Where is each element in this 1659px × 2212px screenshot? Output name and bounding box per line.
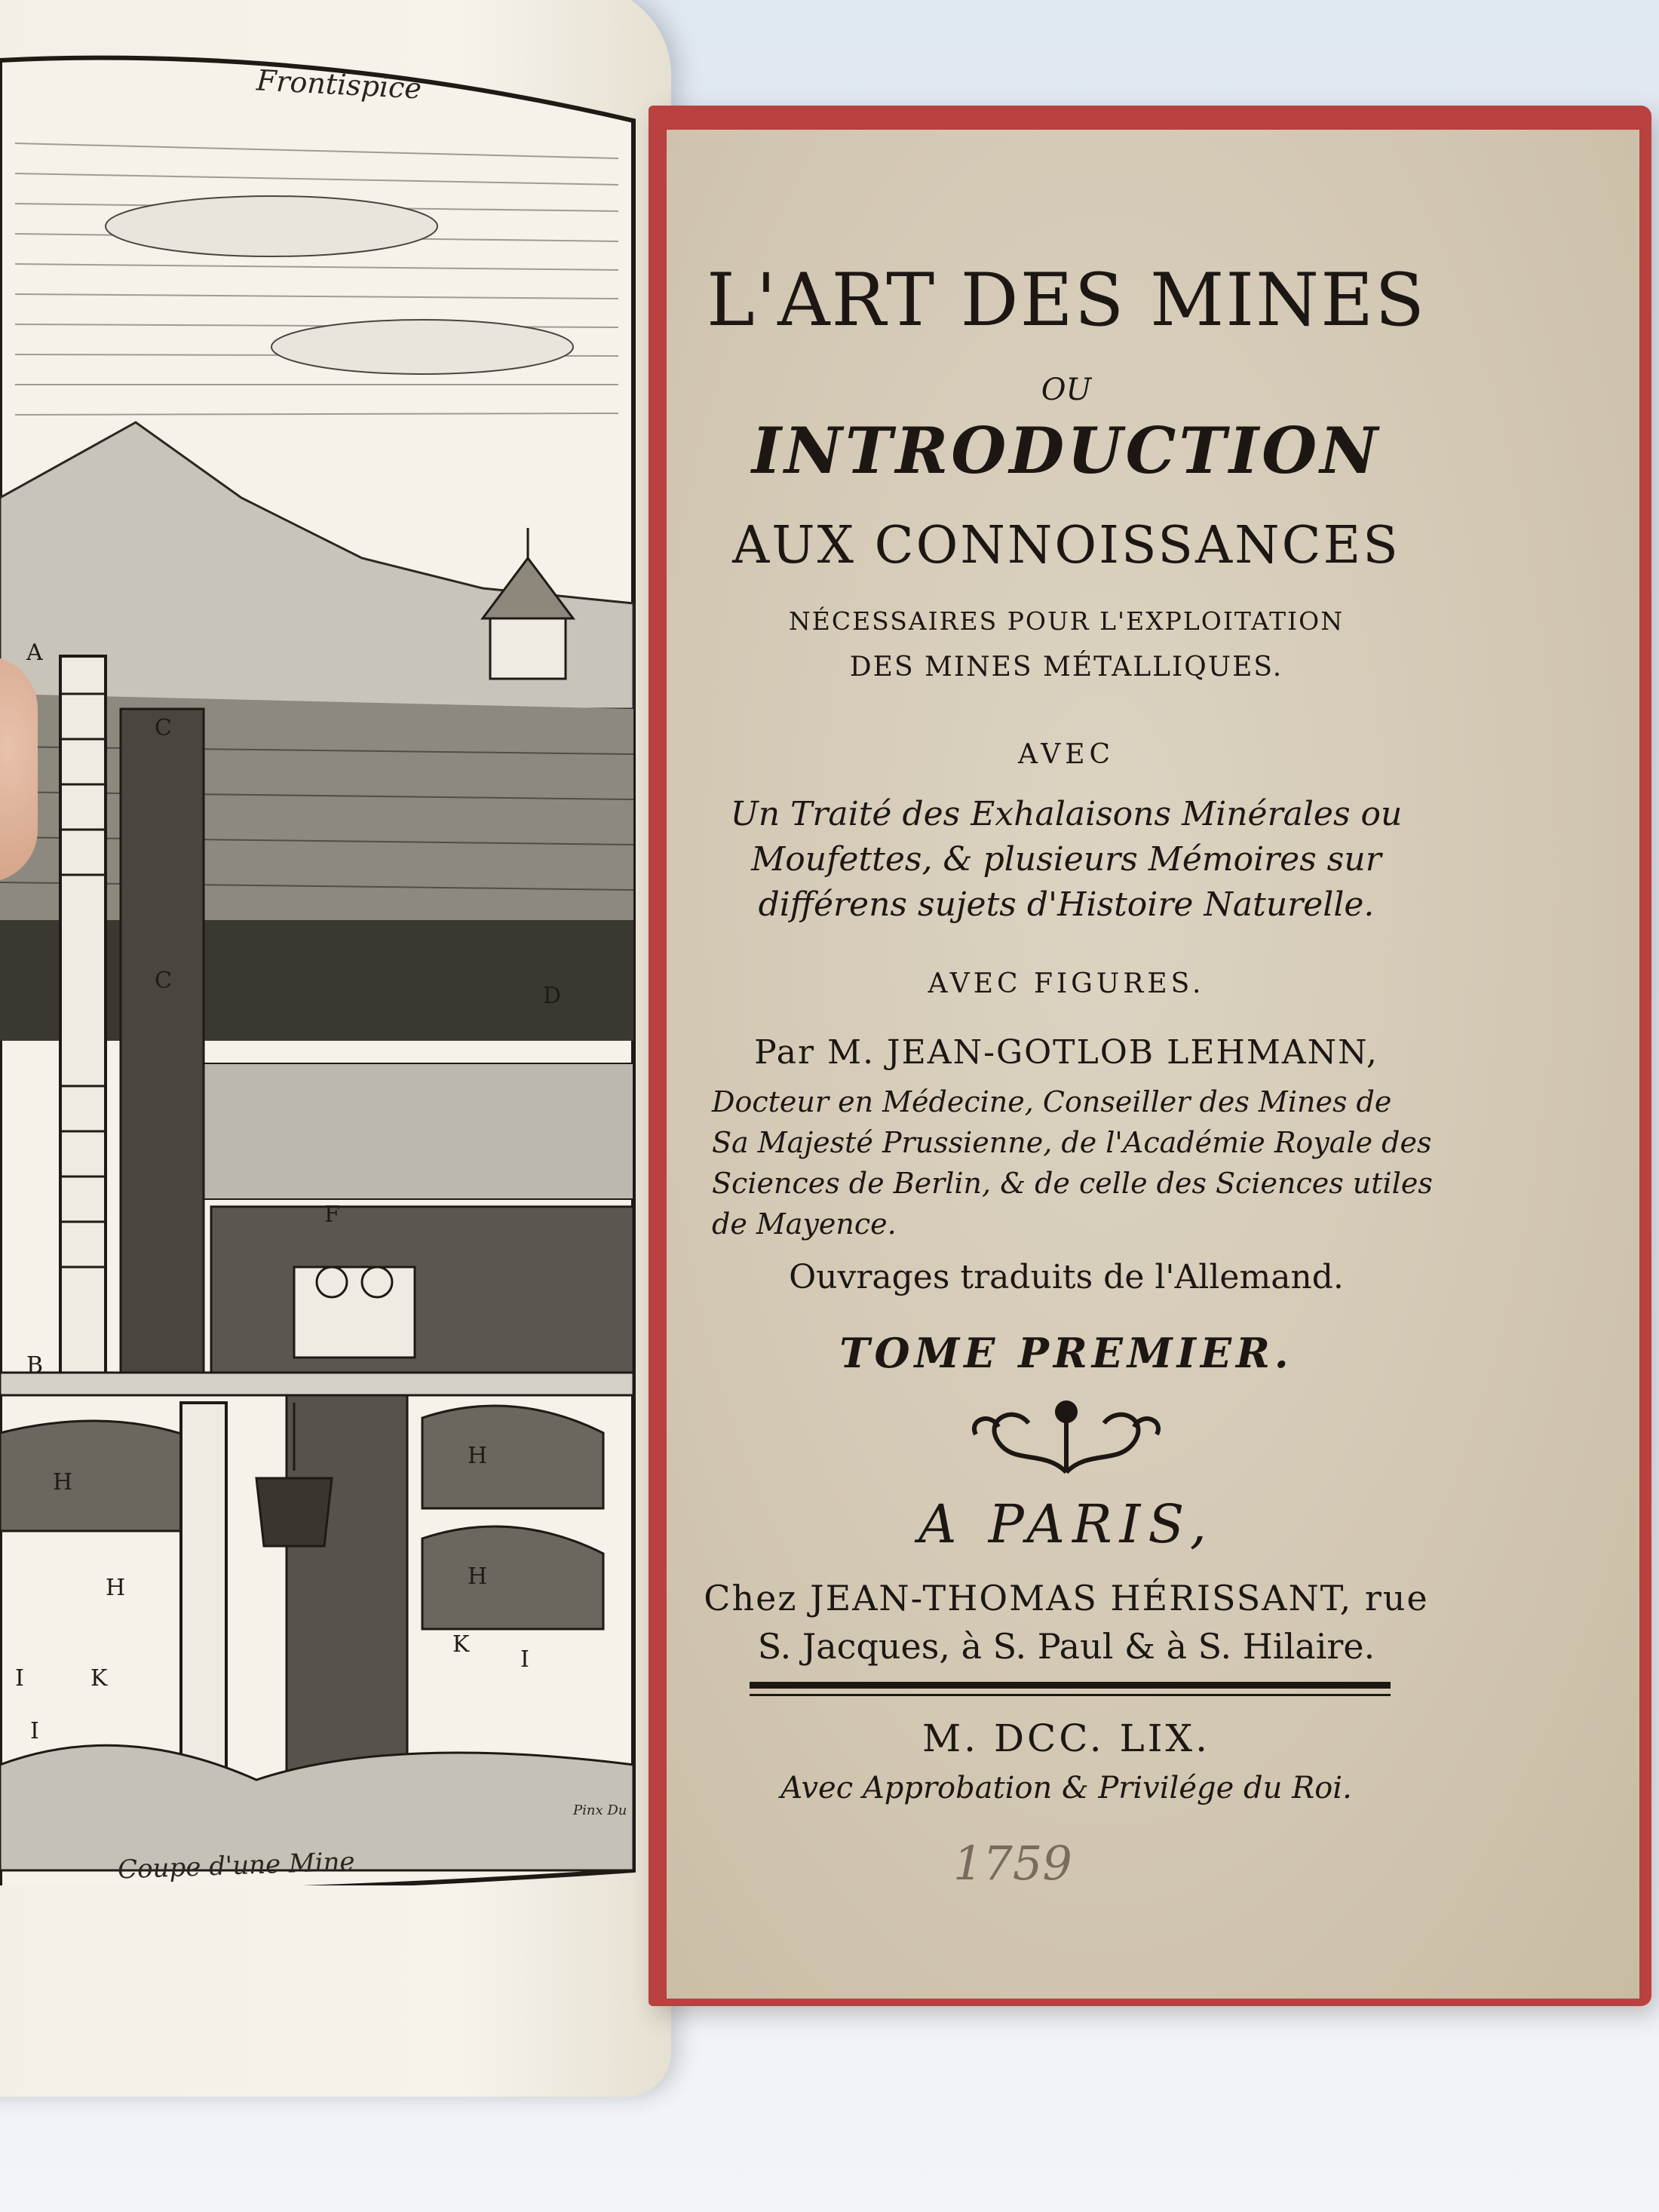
subtitle-mines: DES MINES MÉTALLIQUES. — [849, 652, 1283, 683]
label-h1: H — [53, 1469, 73, 1496]
title-page — [667, 130, 1639, 1999]
translation-note: Ouvrages traduits de l'Allemand. — [789, 1258, 1344, 1296]
frontispiece-header: Frontispice — [255, 63, 423, 106]
avec-figures: AVEC FIGURES. — [928, 968, 1205, 999]
author-credentials — [712, 1081, 1466, 1244]
label-d: D — [543, 983, 562, 1009]
label-i1: I — [30, 1718, 39, 1744]
label-k2: K — [452, 1631, 470, 1658]
label-k1: K — [90, 1665, 108, 1692]
traite-line-1: Un Traité des Exhalaisons Minérales ou — [730, 795, 1403, 833]
label-h3: H — [106, 1575, 126, 1601]
traite-line-2: Moufettes, & plusieurs Mémoires sur — [751, 840, 1381, 879]
title-connector: OU — [1041, 373, 1092, 407]
author-name: Par M. JEAN-GOTLOB LEHMANN, — [754, 1033, 1378, 1072]
traite-line-3: différens sujets d'Histoire Naturelle. — [758, 885, 1375, 924]
volume-label: TOME PREMIER. — [839, 1329, 1293, 1377]
frontispiece-page — [0, 0, 671, 2097]
label-h4: H — [468, 1563, 488, 1590]
engraver-signature: Pinx Du — [573, 1802, 627, 1818]
book-title: L'ART DES MINES — [707, 258, 1426, 342]
label-a: A — [26, 640, 43, 666]
subtitle-connoissances: AUX CONNOISSANCES — [732, 516, 1400, 575]
credential-line: de Mayence. — [712, 1207, 897, 1241]
thumb — [0, 656, 38, 882]
privilege-line: Avec Approbation & Privilége du Roi. — [780, 1771, 1352, 1805]
divider-thick — [750, 1682, 1391, 1689]
pencil-date-note: 1759 — [953, 1836, 1072, 1891]
label-h2: H — [468, 1443, 488, 1469]
subtitle-necessaires: NÉCESSAIRES POUR L'EXPLOITATION — [788, 606, 1345, 636]
credential-line: Sa Majesté Prussienne, de l'Académie Royale des — [712, 1126, 1432, 1159]
publisher-line-2: S. Jacques, à S. Paul & à S. Hilaire. — [757, 1626, 1375, 1667]
credential-line: Sciences de Berlin, & de celle des Sciences utiles — [712, 1167, 1433, 1200]
label-c: C — [155, 715, 172, 741]
label-c2: C — [155, 968, 172, 994]
engraving-caption: Coupe d'une Mine — [117, 1846, 356, 1885]
label-i2: I — [520, 1646, 529, 1673]
mine-cross-section-engraving — [0, 30, 641, 1885]
label-f: F — [324, 1201, 340, 1228]
subtitle-introduction: INTRODUCTION — [751, 413, 1381, 488]
divider-thin — [750, 1694, 1391, 1696]
publication-year: M. DCC. LIX. — [921, 1717, 1211, 1760]
publisher-line-1: Chez JEAN-THOMAS HÉRISSANT, rue — [704, 1578, 1429, 1618]
imprint-place: A PARIS, — [918, 1493, 1215, 1555]
credential-line: Docteur en Médecine, Conseiller des Mines de — [712, 1085, 1392, 1118]
label-b: B — [26, 1352, 44, 1379]
avec-label: AVEC — [1017, 739, 1115, 770]
label-i3: I — [15, 1665, 24, 1692]
floral-ornament-icon — [953, 1389, 1179, 1480]
